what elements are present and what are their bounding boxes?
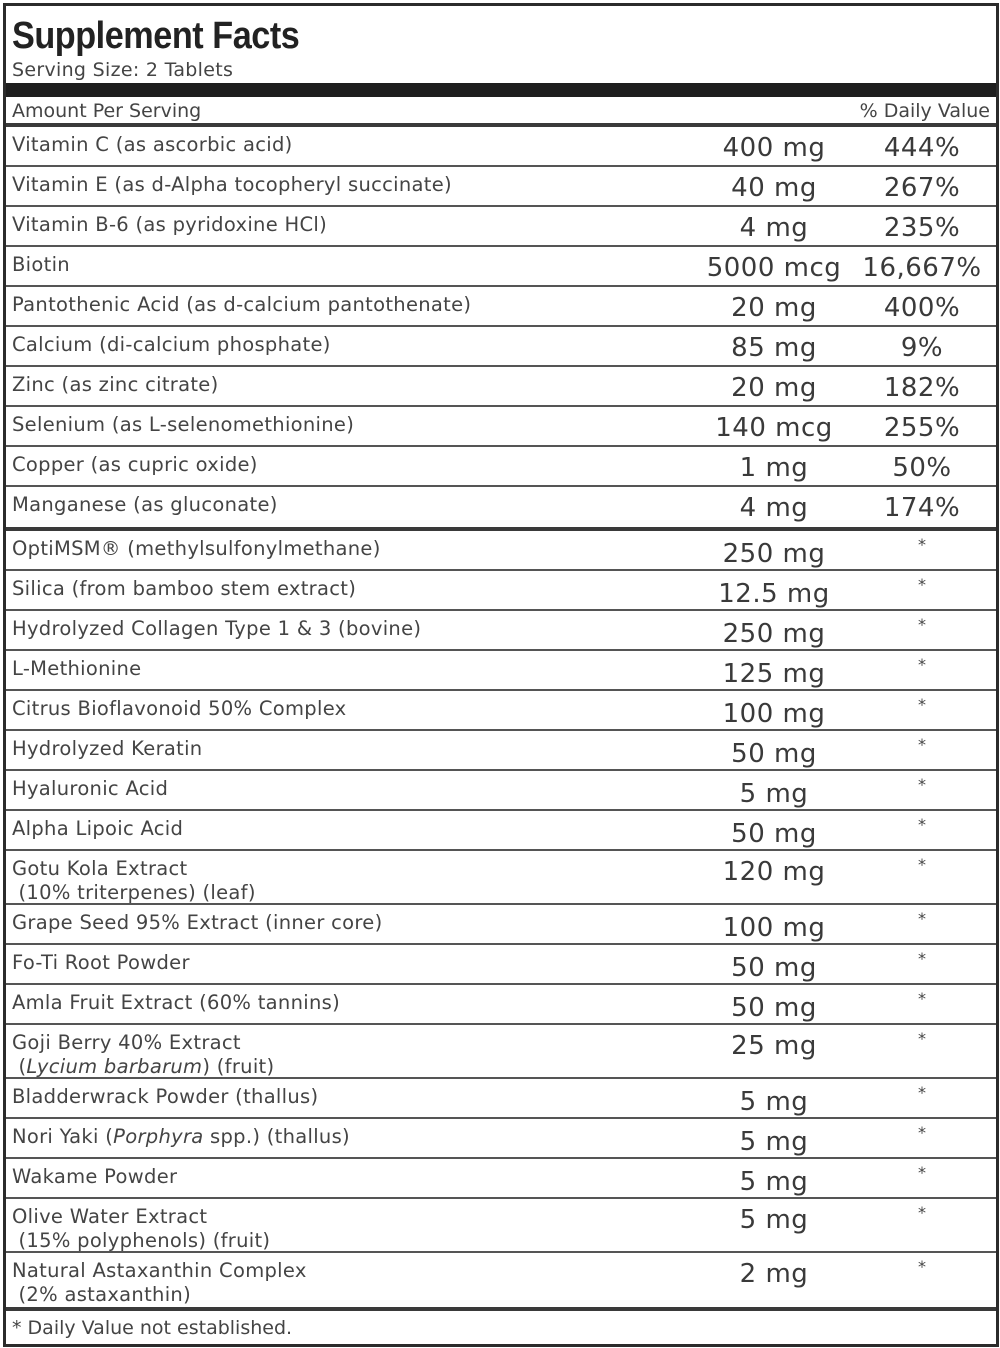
- nutrient-amount: 4 mg: [739, 493, 809, 523]
- daily-value-label: % Daily Value: [859, 100, 990, 122]
- daily-value-asterisk: *: [918, 735, 926, 754]
- daily-value-asterisk: *: [918, 655, 926, 674]
- ingredient-name: Amla Fruit Extract (60% tannins): [12, 991, 340, 1014]
- nutrient-name: Calcium (di-calcium phosphate): [12, 333, 331, 356]
- nutrient-amount: 85 mg: [731, 333, 817, 363]
- ingredient-name: [12, 1125, 350, 1149]
- ingredient-name: Wakame Powder: [12, 1165, 178, 1188]
- ingredient-amount: 50 mg: [731, 953, 817, 983]
- daily-value-asterisk: *: [918, 855, 926, 874]
- nutrient-name: Manganese (as gluconate): [12, 493, 278, 516]
- ingredient-row: [6, 1079, 996, 1119]
- nutrient-row: [6, 407, 996, 447]
- ingredient-amount: 12.5 mg: [718, 579, 830, 609]
- nutrient-row: [6, 127, 996, 167]
- ingredient-amount: 125 mg: [722, 659, 826, 689]
- ingredient-name: Hydrolyzed Collagen Type 1 & 3 (bovine): [12, 617, 422, 640]
- amount-per-serving-label: Amount Per Serving: [12, 100, 202, 122]
- ingredient-row: [6, 851, 996, 905]
- ingredient-amount: 5 mg: [739, 1167, 809, 1197]
- ingredient-name: Fo-Ti Root Powder: [12, 951, 190, 974]
- nutrient-daily-value: 182%: [883, 373, 961, 403]
- ingredient-name: [12, 1031, 274, 1079]
- ingredient-amount: 100 mg: [722, 699, 826, 729]
- nutrient-daily-value: 255%: [883, 413, 961, 443]
- ingredient-amount: 250 mg: [722, 619, 826, 649]
- daily-value-asterisk: *: [918, 575, 926, 594]
- daily-value-asterisk: *: [918, 1203, 926, 1222]
- nutrient-row: [6, 207, 996, 247]
- ingredient-latin-name: Porphyra: [113, 1125, 204, 1148]
- ingredient-row: [6, 571, 996, 611]
- ingredient-row: [6, 611, 996, 651]
- daily-value-asterisk: *: [918, 909, 926, 928]
- nutrient-amount: 140 mcg: [715, 413, 833, 443]
- nutrient-amount: 4 mg: [739, 213, 809, 243]
- ingredient-amount: 250 mg: [722, 539, 826, 569]
- supplement-facts-panel: [3, 3, 999, 1347]
- nutrient-name: Vitamin C (as ascorbic acid): [12, 133, 293, 156]
- nutrient-row: [6, 447, 996, 487]
- ingredient-row: [6, 731, 996, 771]
- ingredient-amount: 25 mg: [731, 1031, 817, 1061]
- daily-value-asterisk: *: [918, 989, 926, 1008]
- ingredient-row: [6, 945, 996, 985]
- ingredient-row: [6, 1119, 996, 1159]
- ingredient-name-line2-suffix: ) (fruit): [202, 1055, 275, 1078]
- nutrient-amount: 20 mg: [731, 373, 817, 403]
- nutrient-amount: 20 mg: [731, 293, 817, 323]
- nutrient-name: Vitamin B-6 (as pyridoxine HCl): [12, 213, 328, 236]
- ingredient-row: [6, 1159, 996, 1199]
- nutrient-daily-value: 16,667%: [862, 253, 982, 283]
- panel-title: Supplement Facts: [12, 15, 300, 57]
- ingredient-row: [6, 1199, 996, 1253]
- ingredient-name: Hyaluronic Acid: [12, 777, 169, 800]
- nutrient-daily-value: 267%: [883, 173, 961, 203]
- nutrient-row: [6, 167, 996, 207]
- ingredient-name: [12, 1259, 307, 1307]
- serving-size: Serving Size: 2 Tablets: [12, 59, 234, 81]
- ingredient-name-line2: (2% astaxanthin): [12, 1283, 191, 1306]
- nutrient-name: Pantothenic Acid (as d-calcium pantothenate): [12, 293, 472, 316]
- ingredient-name-line1: Olive Water Extract: [12, 1205, 208, 1228]
- thick-divider: [6, 83, 996, 97]
- nutrient-amount: 5000 mcg: [706, 253, 842, 283]
- nutrient-row: [6, 327, 996, 367]
- ingredient-name-line2: (10% triterpenes) (leaf): [12, 881, 256, 904]
- nutrient-name: Selenium (as L-selenomethionine): [12, 413, 355, 436]
- ingredient-name-prefix: Nori Yaki (: [12, 1125, 114, 1148]
- ingredient-name: Citrus Bioflavonoid 50% Complex: [12, 697, 347, 720]
- daily-value-asterisk: *: [918, 1163, 926, 1182]
- ingredient-amount: 5 mg: [739, 1127, 809, 1157]
- nutrient-name: Copper (as cupric oxide): [12, 453, 258, 476]
- footer-divider: [6, 1307, 996, 1311]
- nutrient-daily-value: 400%: [883, 293, 961, 323]
- nutrient-daily-value: 9%: [900, 333, 944, 363]
- daily-value-asterisk: *: [918, 695, 926, 714]
- footnote: * Daily Value not established.: [12, 1317, 293, 1339]
- ingredient-amount: 2 mg: [739, 1259, 809, 1289]
- ingredient-amount: 5 mg: [739, 1087, 809, 1117]
- ingredient-row: [6, 985, 996, 1025]
- daily-value-asterisk: *: [918, 1123, 926, 1142]
- daily-value-asterisk: *: [918, 1029, 926, 1048]
- ingredient-amount: 5 mg: [739, 779, 809, 809]
- nutrient-row: [6, 287, 996, 327]
- ingredient-name-suffix: spp.) (thallus): [203, 1125, 350, 1148]
- ingredient-amount: 50 mg: [731, 993, 817, 1023]
- nutrient-amount: 40 mg: [731, 173, 817, 203]
- ingredient-name: [12, 1205, 270, 1253]
- daily-value-asterisk: *: [918, 775, 926, 794]
- ingredient-name-line2: (15% polyphenols) (fruit): [12, 1229, 271, 1252]
- ingredient-row: [6, 1025, 996, 1079]
- ingredient-name: [12, 857, 256, 905]
- daily-value-asterisk: *: [918, 949, 926, 968]
- ingredient-name: Alpha Lipoic Acid: [12, 817, 184, 840]
- ingredient-amount: 100 mg: [722, 913, 826, 943]
- ingredient-name-line1: Gotu Kola Extract: [12, 857, 188, 880]
- daily-value-asterisk: *: [918, 815, 926, 834]
- ingredient-amount: 50 mg: [731, 739, 817, 769]
- ingredient-row: [6, 905, 996, 945]
- daily-value-asterisk: *: [918, 1083, 926, 1102]
- ingredient-name-line2-prefix: (: [12, 1055, 27, 1078]
- daily-value-asterisk: *: [918, 535, 926, 554]
- nutrient-daily-value: 235%: [883, 213, 961, 243]
- nutrient-name: Biotin: [12, 253, 70, 276]
- ingredient-name-line1: Natural Astaxanthin Complex: [12, 1259, 307, 1282]
- nutrient-row: [6, 487, 996, 527]
- nutrient-row: [6, 247, 996, 287]
- ingredient-row: [6, 691, 996, 731]
- nutrient-name: Vitamin E (as d-Alpha tocopheryl succinate): [12, 173, 452, 196]
- ingredient-name: Hydrolyzed Keratin: [12, 737, 203, 760]
- ingredient-name-line1: Goji Berry 40% Extract: [12, 1031, 241, 1054]
- ingredient-amount: 50 mg: [731, 819, 817, 849]
- nutrient-daily-value: 174%: [883, 493, 961, 523]
- ingredient-name: OptiMSM® (methylsulfonylmethane): [12, 537, 381, 560]
- daily-value-asterisk: *: [918, 615, 926, 634]
- nutrient-daily-value: 444%: [883, 133, 961, 163]
- ingredient-name: L-Methionine: [12, 657, 142, 680]
- ingredient-latin-name: Lycium barbarum: [26, 1055, 203, 1078]
- nutrient-amount: 1 mg: [739, 453, 809, 483]
- ingredient-row: [6, 531, 996, 571]
- ingredient-name: Bladderwrack Powder (thallus): [12, 1085, 319, 1108]
- ingredient-name: Grape Seed 95% Extract (inner core): [12, 911, 383, 934]
- ingredient-row: [6, 1253, 996, 1307]
- nutrient-daily-value: 50%: [892, 453, 952, 483]
- ingredient-amount: 5 mg: [739, 1205, 809, 1235]
- ingredient-name: Silica (from bamboo stem extract): [12, 577, 357, 600]
- ingredient-row: [6, 771, 996, 811]
- nutrient-amount: 400 mg: [722, 133, 826, 163]
- daily-value-asterisk: *: [918, 1257, 926, 1276]
- ingredient-row: [6, 811, 996, 851]
- ingredient-amount: 120 mg: [722, 857, 826, 887]
- nutrient-name: Zinc (as zinc citrate): [12, 373, 219, 396]
- nutrient-row: [6, 367, 996, 407]
- ingredient-row: [6, 651, 996, 691]
